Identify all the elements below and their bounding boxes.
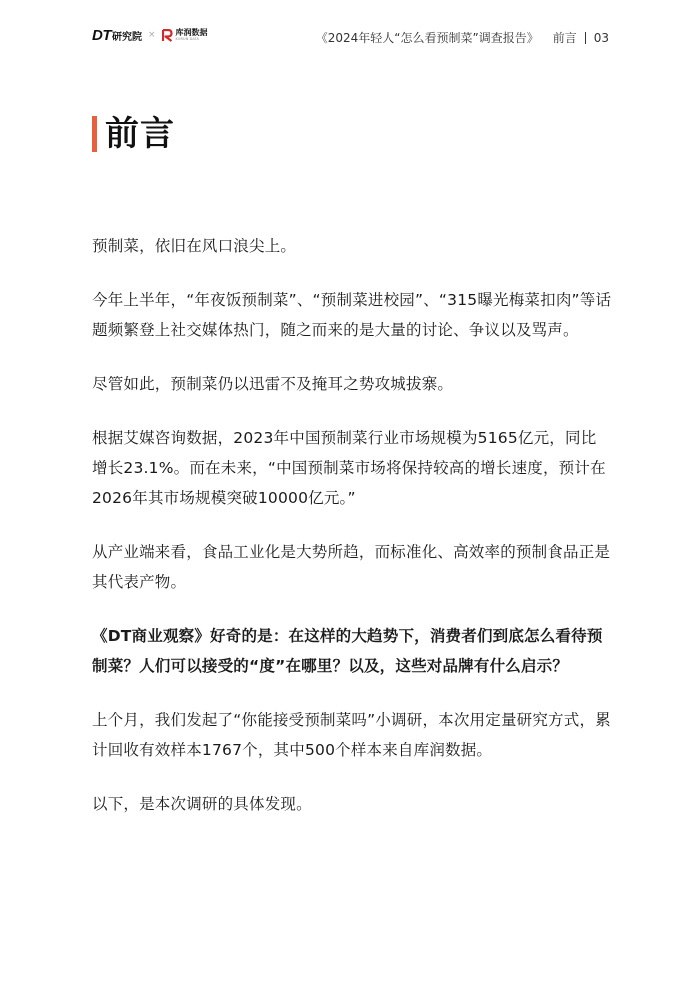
section-heading [92, 116, 175, 152]
paragraph-3: 尽管如此，预制菜仍以迅雷不及掩耳之势攻城拔寨。 [92, 375, 454, 393]
body-content [92, 231, 612, 843]
paragraph-8: 以下，是本次调研的具体发现。 [92, 795, 312, 813]
kurun-logo-cn: 库润数据 [175, 27, 208, 37]
kurun-logo-text [176, 29, 208, 42]
page-header [0, 0, 699, 70]
page-title: 前言 [105, 114, 175, 154]
section-name: 前言 [552, 31, 577, 45]
title-accent-bar [92, 116, 97, 152]
collab-cross: × [148, 30, 156, 40]
paragraph-5: 从产业端来看，食品工业化是大势所趋，而标准化、高效率的预制食品正是其代表产物。 [92, 543, 611, 591]
brand-logos [92, 27, 208, 43]
paragraph-2: 今年上半年，“年夜饭预制菜”、“预制菜进校园”、“315曝光梅菜扣肉”等话题频繁登上社交媒体热门，随之而来的是大量的讨论、争议以及骂声。 [92, 291, 612, 339]
kurun-logo-en: KURUN DATA [175, 36, 200, 41]
report-title: 《2024年轻人“怎么看预制菜”调查报告》 [315, 31, 539, 45]
kurun-logo-icon [162, 29, 173, 42]
dt-logo: DT [92, 26, 111, 44]
paragraph-1: 预制菜，依旧在风口浪尖上。 [92, 237, 297, 255]
header-info [316, 29, 609, 46]
page-number: 03 [593, 30, 609, 45]
header-divider [585, 32, 586, 44]
paragraph-4: 根据艾媒咨询数据，2023年中国预制菜行业市场规模为5165亿元，同比增长23.1%。而在未来，“中国预制菜市场将保持较高的增长速度，预计在2026年其市场规模突破10000亿元。” [92, 429, 606, 507]
paragraph-7: 上个月，我们发起了“你能接受预制菜吗”小调研，本次用定量研究方式，累计回收有效样本1767个，其中500个样本来自库润数据。 [92, 711, 611, 759]
dt-logo-text: 研究院 [112, 31, 142, 43]
paragraph-6-highlight: 《DT商业观察》好奇的是：在这样的大趋势下，消费者们到底怎么看待预制菜？人们可以接受的“度”在哪里？以及，这些对品牌有什么启示？ [92, 627, 603, 675]
